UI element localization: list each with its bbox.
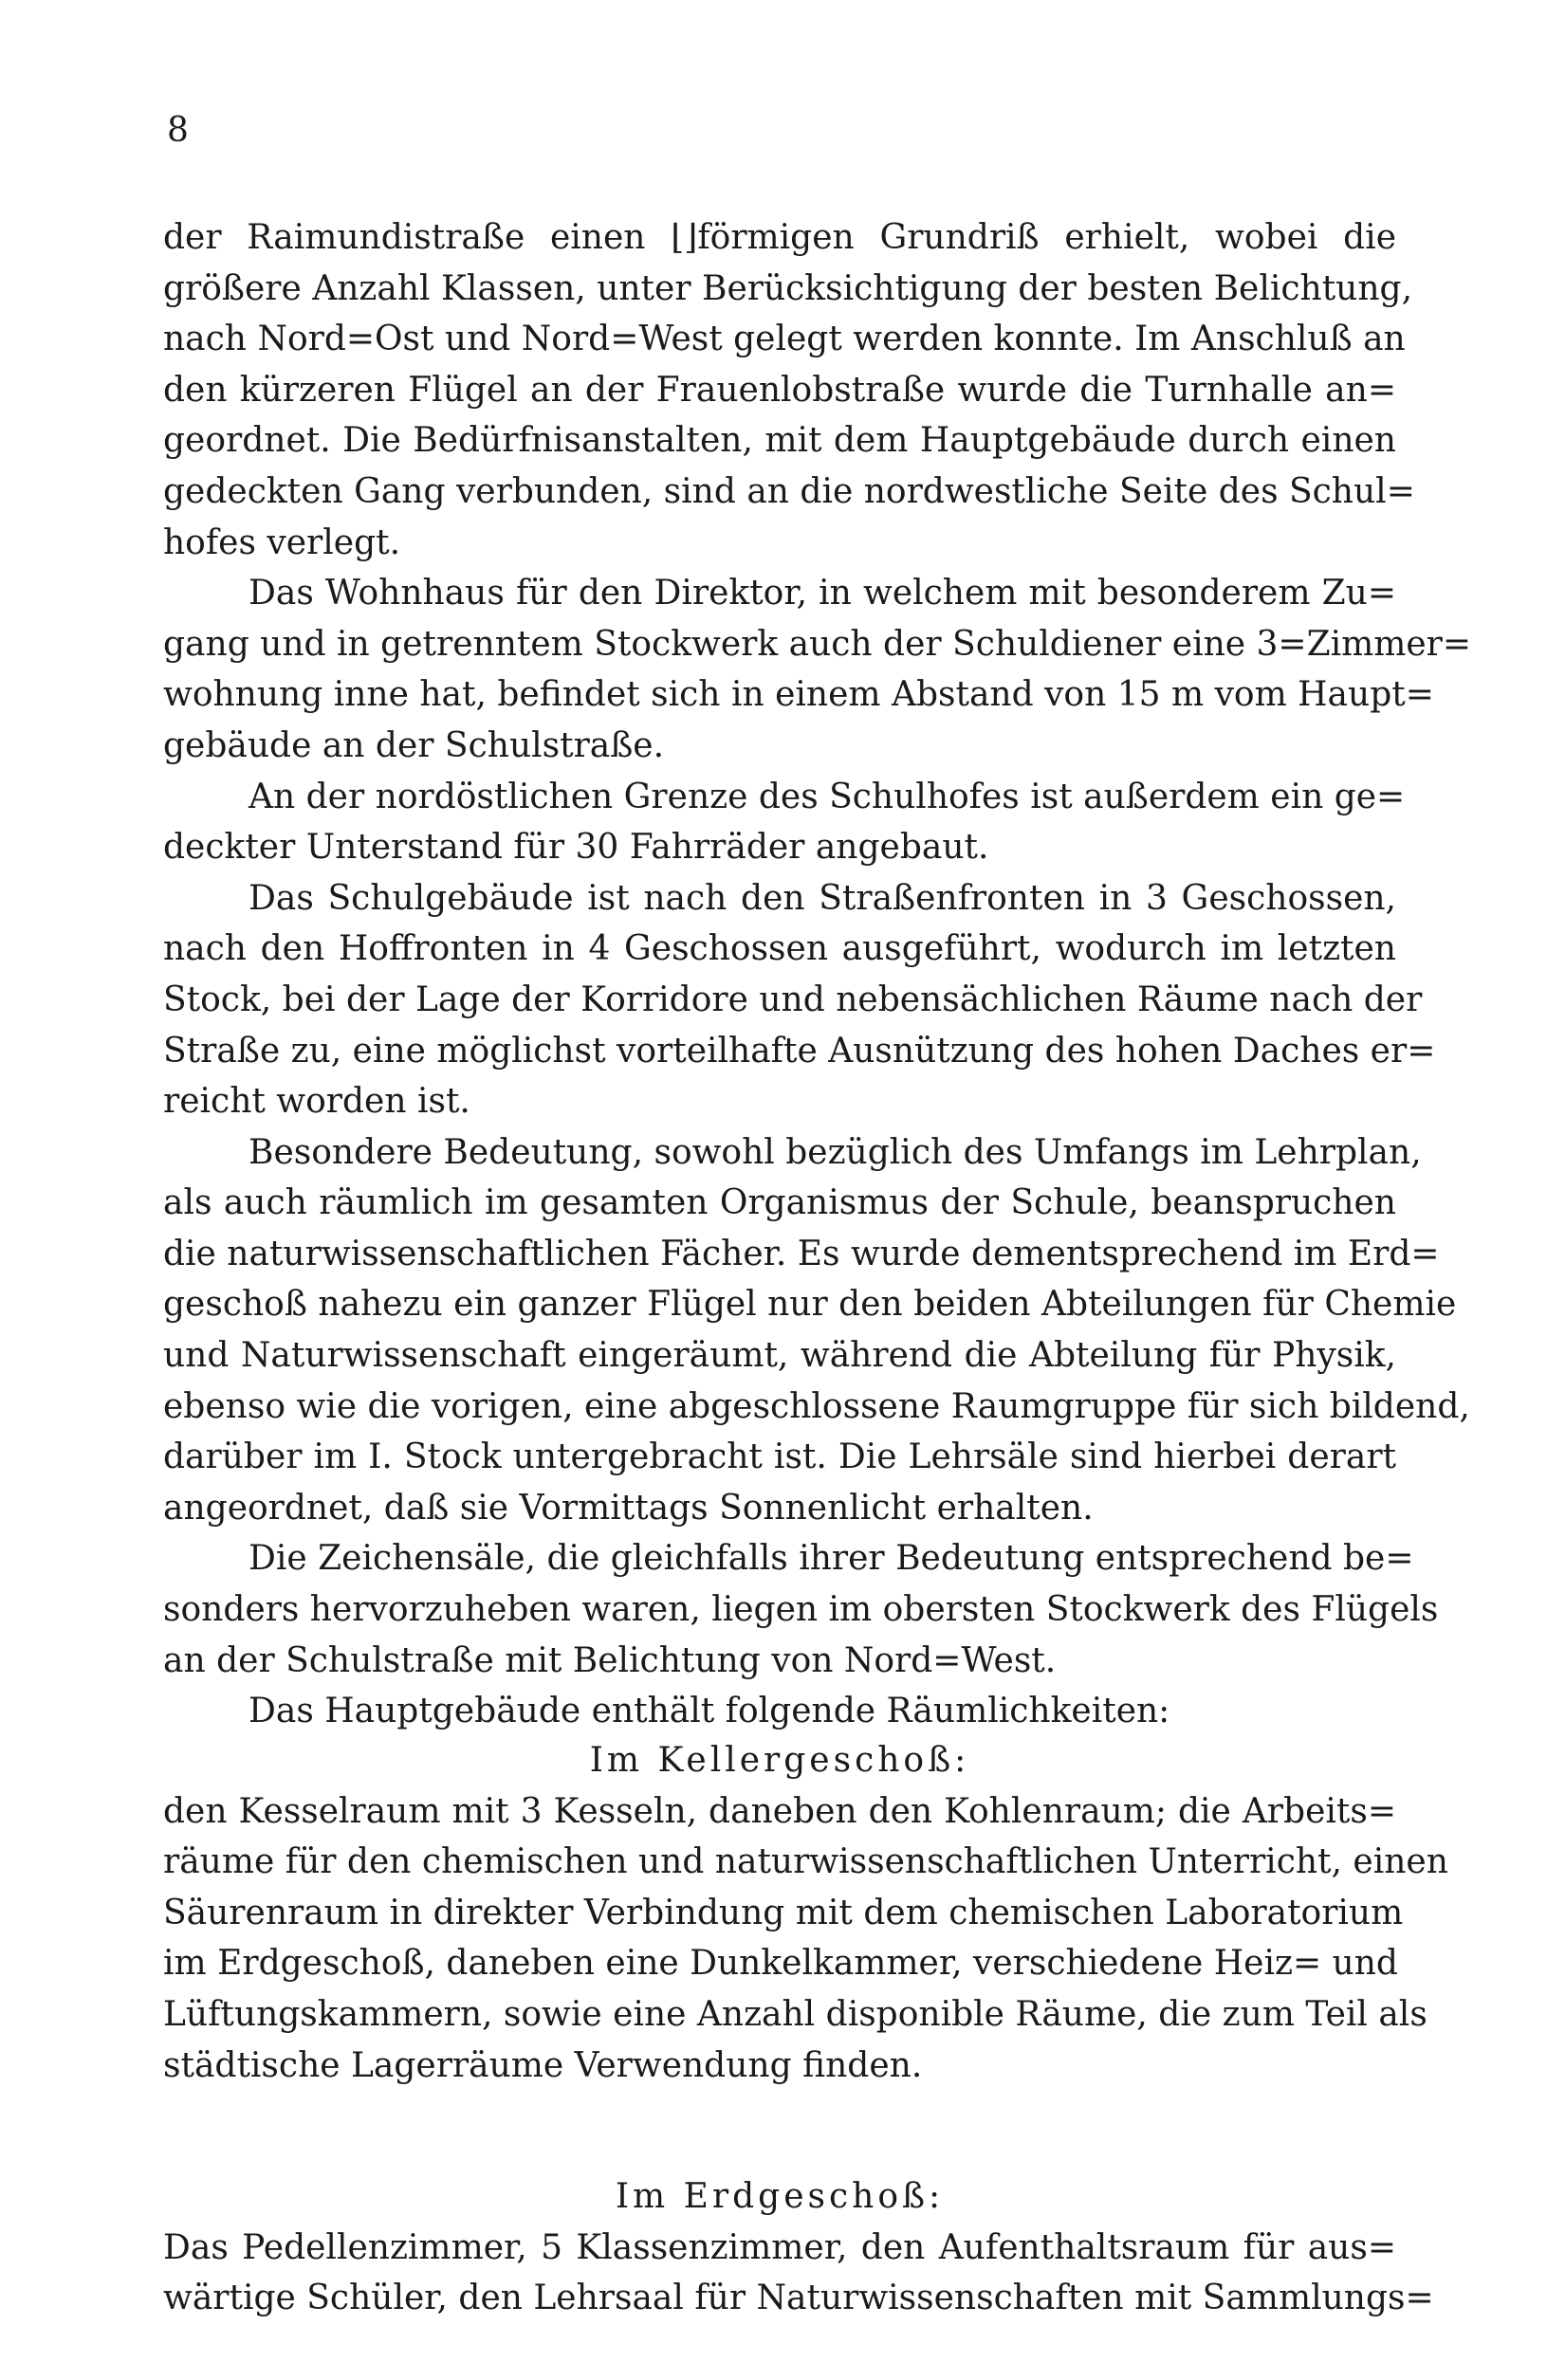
text-line: geschoß nahezu ein ganzer Flügel nur den beiden Abteilungen für Chemie: [163, 1285, 1457, 1325]
text-line: größere Anzahl Klassen, unter Berücksichtigung der besten Belichtung,: [163, 268, 1413, 308]
text-line: gang und in getrenntem Stockwerk auch der Schuldiener eine 3=Zimmer=: [163, 624, 1472, 664]
page-number: 8: [167, 111, 189, 150]
kellergeschoss-section: [163, 1735, 1448, 2091]
section-heading: Im Kellergeschoß:: [589, 1741, 970, 1780]
text-line: im Erdgeschoß, daneben eine Dunkelkammer, verschiedene Heiz= und: [163, 1944, 1398, 1984]
text-line: den kürzeren Flügel an der Frauenlobstraße wurde die Turnhalle an=: [163, 370, 1396, 410]
text-line: gedeckten Gang verbunden, sind an die nordwestliche Seite des Schul=: [163, 471, 1415, 511]
text-line: Lüftungskammern, sowie eine Anzahl disponible Räume, die zum Teil als: [163, 1994, 1427, 2034]
text-line: ebenso wie die vorigen, eine abgeschlossene Raumgruppe für sich bildend,: [163, 1386, 1470, 1426]
text-line: Besondere Bedeutung, sowohl bezüglich des Umfangs im Lehrplan,: [249, 1132, 1422, 1172]
text-line: räume für den chemischen und naturwissenschaftlichen Unterricht, einen: [163, 1842, 1448, 1882]
text-line: die naturwissenschaftlichen Fächer. Es wurde dementsprechend im Erd=: [163, 1234, 1440, 1273]
text-line: Stock, bei der Lage der Korridore und nebensächlichen Räume nach der: [163, 979, 1423, 1019]
text-line: sonders hervorzuheben waren, liegen im obersten Stockwerk des Flügels: [163, 1590, 1439, 1630]
text-line: wärtige Schüler, den Lehrsaal für Naturwissenschaften mit Sammlungs=: [163, 2279, 1434, 2318]
text-line: nach Nord=Ost und Nord=West gelegt werden konnte. Im Anschluß an: [163, 320, 1406, 359]
text-line: an der Schulstraße mit Belichtung von Nord=West.: [163, 1640, 1057, 1680]
text-line: Das Pedellenzimmer, 5 Klassenzimmer, den Aufenthaltsraum für aus=: [163, 2227, 1396, 2267]
text-line: den Kesselraum mit 3 Kesseln, daneben den Kohlenraum; die Arbeits=: [163, 1791, 1396, 1831]
text-line: wohnung inne hat, befindet sich in einem Abstand von 15 m vom Haupt=: [163, 675, 1434, 715]
text-line: und Naturwissenschaft eingeräumt, während die Abteilung für Physik,: [163, 1336, 1396, 1376]
text-line: nach den Hoffronten in 4 Geschossen ausgeführt, wodurch im letzten: [163, 929, 1396, 969]
text-line: An der nordöstlichen Grenze des Schulhofes ist außerdem ein ge=: [249, 777, 1406, 816]
text-line: hofes verlegt.: [163, 522, 401, 562]
text-line: städtische Lagerräume Verwendung finden.: [163, 2045, 923, 2085]
text-line: als auch räumlich im gesamten Organismus der Schule, beanspruchen: [163, 1183, 1396, 1223]
text-line: Straße zu, eine möglichst vorteilhafte Ausnützung des hohen Daches er=: [163, 1031, 1436, 1071]
text-line: Die Zeichensäle, die gleichfalls ihrer Bedeutung entsprechend be=: [249, 1539, 1414, 1579]
text-line: darüber im I. Stock untergebracht ist. Die Lehrsäle sind hierbei derart: [163, 1437, 1396, 1477]
text-line: geordnet. Die Bedürfnisanstalten, mit dem Hauptgebäude durch einen: [163, 421, 1396, 461]
text-line: Das Schulgebäude ist nach den Straßenfronten in 3 Geschossen,: [249, 878, 1396, 918]
main-text: [163, 212, 1472, 1737]
text-line: der Raimundistraße einen ⌊⌋förmigen Grundriß erhielt, wobei die: [163, 218, 1396, 257]
text-line: reicht worden ist.: [163, 1082, 470, 1122]
erdgeschoss-section: [163, 2171, 1434, 2324]
text-line: deckter Unterstand für 30 Fahrräder angebaut.: [163, 828, 989, 868]
section-heading: Im Erdgeschoß:: [615, 2177, 945, 2216]
text-line: angeordnet, daß sie Vormittags Sonnenlicht erhalten.: [163, 1488, 1094, 1528]
text-line: Das Wohnhaus für den Direktor, in welchem mit besonderem Zu=: [249, 574, 1396, 613]
text-line: Das Hauptgebäude enthält folgende Räumlichkeiten:: [249, 1692, 1170, 1731]
text-line: gebäude an der Schulstraße.: [163, 725, 665, 765]
text-line: Säurenraum in direkter Verbindung mit dem chemischen Laboratorium: [163, 1893, 1404, 1932]
